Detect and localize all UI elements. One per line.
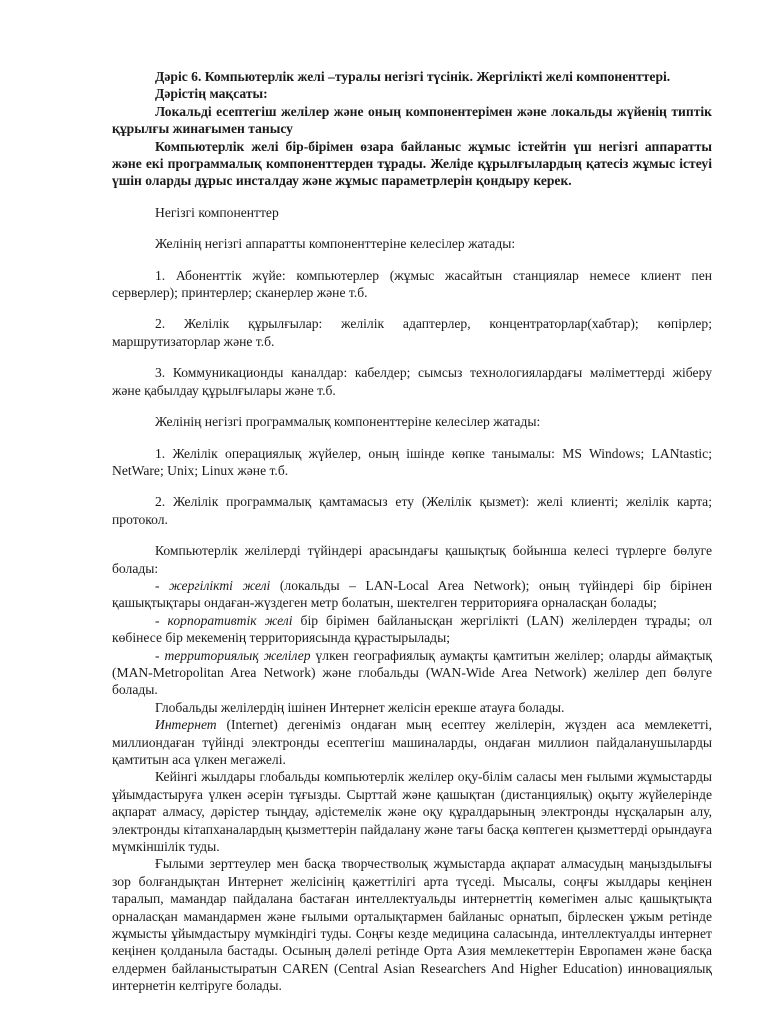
type-terr-text: үлкен географиялық аумақты қамтитын желілер; оларды аймақтық (MAN-Metropolitan Area Network) және глобальды (WAN-Wide Area Network) желілер деп бөлуге болады. (112, 647, 712, 698)
internet-term: Интернет (155, 717, 217, 733)
hardware-intro: Желінің негізгі аппаратты компоненттеріне келесілер жатады: (155, 236, 516, 252)
goal-text: Локальді есептегіш желілер және оның компонентерімен және локальды жүйенің типтік құрылғы жинағымен танысу (112, 103, 712, 137)
lecture-title: Дәріс 6. Компьютерлік желі –туралы негізгі түсінік. Жергілікті желі компоненттері. (155, 69, 671, 84)
hardware-item-1: 1. Абоненттік жүйе: компьютерлер (жұмыс жасайтын станциялар немесе клиент пен серверлер); принтерлер; сканерлер және т.б. (112, 267, 712, 301)
document-page (112, 68, 712, 995)
internet-definition (112, 716, 712, 768)
type-corporate: - корпоративтік желі бір бірімен байланысқан жергілікті (LAN) желілерден тұрады; ол көбінесе бір мекеменің территориясында құрастырылады; (112, 612, 712, 646)
software-item-1: 1. Желілік операциялық жүйелер, оның ішінде көпке танымалы: MS Windows; LANtastic; NetWare; Unix; Linux және т.б. (112, 445, 712, 478)
types-intro: Компьютерлік желілерді түйіндері арасындағы қашықтық бойынша келесі түрлерге бөлуге болады: (112, 543, 712, 576)
intro-text: Компьютерлік желі бір-бірімен өзара байланыс жұмыс істейтін үш негізгі аппаратты және екі программалық компоненттерден тұрады. Желіде құрылғылардың қатесіз жұмыс істеуі үшін оларды дұрыс инсталдау және жұмыс параметрлерін қондыру керек. (112, 138, 712, 189)
para-science: Ғылыми зерттеулер мен басқа творчестволық жұмыстарда ақпарат алмасудың маңыздылығы зор болғандықтан Интернет желісінің қажеттілігі арта түседі. Мысалы, соңғы жылдары кеңінен таралып, мамандар пайдалана бастаған интеллектуальды интернеттің көмегімен алыс қашықтықта орналасқан мамандармен және ғылыми орталықтармен байланыс орнатып, бірлескен ұжым ретінде жұмысты ұйымдастыру мүмкіндігі туды. Соңғы кезде медицина саласында, интеллектуалды интернет кеңінен қолданыла бастады. Осының дәлелі ретінде Орта Азия мемлекеттерін Европамен және басқа елдермен байланыстыратын CAREN (Central Asian Researchers And Higher Education) инновациялық интернетін келтіруге болады. (112, 856, 712, 994)
global-text: Глобальды желілердің ішінен Интернет желісін ерекше атауға болады. (155, 699, 565, 715)
type-corp-term: корпоративтік желі (167, 612, 293, 628)
hardware-item-2: 2. Желілік құрылғылар: желілік адаптерлер, концентраторлар(хабтар); көпірлер; маршрутизаторлар және т.б. (112, 316, 712, 349)
software-intro: Желінің негізгі программалық компоненттеріне келесілер жатады: (155, 414, 541, 430)
type-local-term: жергілікті желі (169, 577, 271, 593)
hardware-item-3: 3. Коммуникационды каналдар: кабелдер; сымсыз технологиялардағы мәліметтерді жіберу және қабылдау құрылғылары және т.б. (112, 365, 712, 398)
type-local: - жергілікті желі (локальды – LAN-Local Area Network); оның түйіндері бір бірінен қашықтықтары ондаған-жүздеген метр болатын, шектелген территорияға орналасқан болады; (112, 577, 713, 611)
type-corp-text: бір бірімен байланысқан жергілікті (LAN) желілерден тұрады; ол көбінесе бір мекеменің территориясында құрастырылады; (112, 612, 712, 646)
type-local-text: (локальды – LAN-Local Area Network); оның түйіндері бір бірінен қашықтықтары ондаған-жүздеген метр болатын, шектелген территорияға орналасқан болады; (112, 577, 713, 611)
para-recent: Кейінгі жылдары глобальды компьютерлік желілер оқу-білім саласы мен ғылыми жұмыстарды ұйымдастыруға үлкен әсерін тұғызды. Сырттай және қашықтан (дистанциялық) оқыту жүйелерінде ақпарат алмасу, дәрістер тыңдау, әдістемелік және оқу құралдарының электронды нұсқаларын алу, электронды кітапханалардың қызметтерін пайдалану және тағы басқа көптеген қызметтерді орындауға мүмкіншілік туды. (112, 769, 712, 855)
internet-text: (Internet) дегеніміз ондаған мың есептеу желілерін, жүзден аса мемлекетті, миллиондаған түйінді электронды есептегіш машиналарды, ондаған миллион пайдаланушыларды қамтитын аса үлкен мегажелі. (112, 717, 712, 767)
components-heading: Негізгі компоненттер (155, 204, 279, 220)
type-terr-term: территориялық желілер (164, 647, 311, 663)
software-item-2: 2. Желілік программалық қамтамасыз ету (Желілік қызмет): желі клиенті; желілік карта; протокол. (112, 494, 712, 527)
goal-label: Дәрістің мақсаты: (155, 86, 268, 102)
type-territorial: - территориялық желілер үлкен географиялық аумақты қамтитын желілер; оларды аймақтық (MAN-Metropolitan Area Network) және глобальды (WAN-Wide Area Network) желілер деп бөлуге болады. (112, 647, 712, 698)
